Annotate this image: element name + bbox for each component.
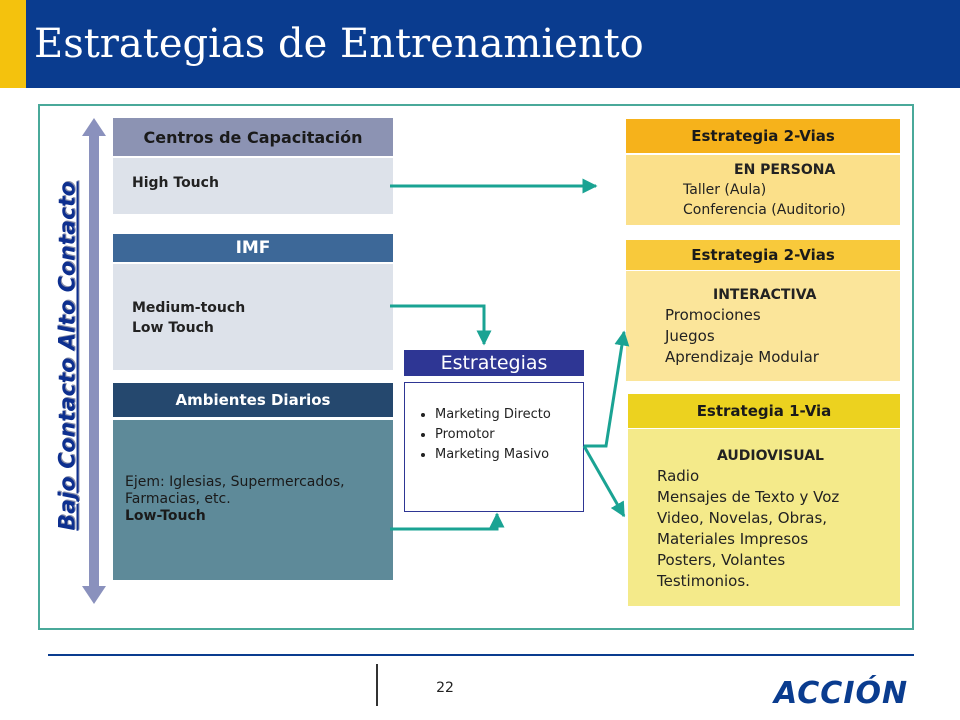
slide-title: Estrategias de Entrenamiento bbox=[34, 21, 644, 67]
centros-line: High Touch bbox=[132, 175, 219, 191]
arrow-estrategias-to-audiovisual bbox=[584, 446, 624, 516]
estrategias-item: • Promotor bbox=[435, 427, 579, 443]
persona-line-2: Conferencia (Auditorio) bbox=[683, 202, 846, 218]
estrategias-item: • Marketing Masivo bbox=[435, 447, 579, 463]
imf-header-label: IMF bbox=[235, 238, 271, 258]
footer-rule bbox=[48, 654, 914, 656]
interactiva-line-1: Promociones bbox=[665, 306, 761, 324]
footer-divider bbox=[376, 664, 378, 706]
ambientes-header-label: Ambientes Diarios bbox=[175, 391, 331, 409]
interactiva-line-3: Aprendizaje Modular bbox=[665, 348, 819, 366]
ambientes-line-1: Ejem: Iglesias, Supermercados, bbox=[125, 474, 345, 490]
audiovisual-line-3: Video, Novelas, Obras, bbox=[657, 509, 828, 527]
page-number: 22 bbox=[436, 680, 454, 696]
persona-subtitle: EN PERSONA bbox=[734, 162, 836, 178]
arrow-estrategias-to-interactiva bbox=[584, 332, 624, 446]
audiovisual-subtitle: AUDIOVISUAL bbox=[717, 448, 824, 464]
audiovisual-line-4: Materiales Impresos bbox=[657, 530, 809, 548]
interactiva-line-2: Juegos bbox=[665, 327, 715, 345]
imf-line-1: Medium-touch bbox=[132, 300, 246, 316]
arrow-ambientes-to-estrategias bbox=[390, 514, 497, 529]
audiovisual-line-1: Radio bbox=[657, 467, 700, 485]
interactiva-subtitle: INTERACTIVA bbox=[713, 287, 817, 303]
ambientes-line-2: Farmacias, etc. bbox=[125, 491, 231, 507]
centros-header-label: Centros de Capacitación bbox=[143, 127, 363, 147]
estrategias-header-label: Estrategias bbox=[440, 352, 548, 374]
interactiva-title: Estrategia 2-Vias bbox=[691, 246, 835, 264]
persona-line-1: Taller (Aula) bbox=[683, 182, 767, 198]
estrategias-item: • Marketing Directo bbox=[435, 407, 579, 423]
audiovisual-line-2: Mensajes de Texto y Voz bbox=[657, 488, 840, 506]
arrow-imf-to-estrategias bbox=[390, 306, 484, 344]
ambientes-line-3: Low-Touch bbox=[125, 508, 206, 524]
contact-axis-label: Bajo Contacto Alto Contacto bbox=[55, 181, 81, 531]
persona-title: Estrategia 2-Vias bbox=[691, 127, 835, 145]
audiovisual-title: Estrategia 1-Via bbox=[696, 402, 832, 420]
audiovisual-line-6: Testimonios. bbox=[657, 572, 750, 590]
audiovisual-line-5: Posters, Volantes bbox=[657, 551, 786, 569]
accion-logo: ACCIÓN bbox=[774, 676, 909, 711]
imf-line-2: Low Touch bbox=[132, 320, 214, 336]
